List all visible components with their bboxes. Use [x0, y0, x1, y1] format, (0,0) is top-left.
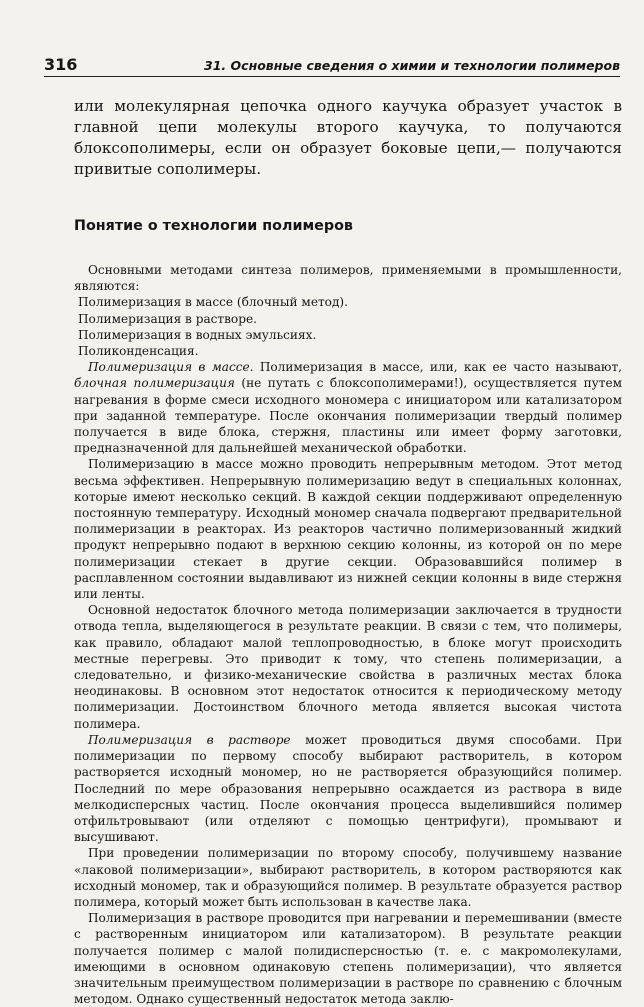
paragraph-text: Полимеризация в массе, или, как ее часто называют,	[253, 360, 622, 375]
method-item: Поликонденсация.	[78, 344, 199, 359]
paragraph-text: (не путать с блоксополимерами!), осуществляется путем нагревания в форме смеси исходного мономера с инициатором или катализатором при заданной температуре. После окончания полимеризации твердый полимер получается в виде блока, стержня, пластины или имеет форму заготовки, предназначенной для дальнейшей механической обработки.	[74, 376, 623, 456]
term: блочная полимеризация	[74, 376, 235, 391]
paragraph-drawback: Основной недостаток блочного метода полимеризации заключается в трудности отвода тепла, выделяющегося в результате реакции. В связи с тем, что полимеры, как правило, обладают малой теплопроводностью, в блоке могут происходить местные перегревы. Это приводит к тому, что степень полимеризации, а следовательно, и физико-механические свойства в различных местах блока неодинаковы. В основном этот недостаток относится к периодическому методу полимеризации. Достоинством блочного метода является высокая чистота полимера.	[74, 603, 622, 731]
paragraph-heating: Полимеризация в растворе проводится при нагревании и перемешивании (вместе с растворенным инициатором или катализатором). В результате реакции получается полимер с малой полидисперсностью (т. е. с макромолекулами, имеющими в основном одинаковую степень полимеризации), что является значительным преимуществом полимеризации в растворе по сравнению с блочным методом. Однако существенный недостаток метода заклю-	[74, 911, 622, 1007]
paragraph-second-method: При проведении полимеризации по второму способу, получившему название «лаковой полимеризации», выбирают растворитель, в котором растворяются как исходный мономер, так и образующийся полимер. В результате образуется раствор полимера, который может быть использован в качестве лака.	[74, 846, 622, 909]
paragraph-solution-polymerization	[74, 732, 622, 845]
paragraph-text: может проводиться двумя способами. При полимеризации по первому способу выбирают растворитель, в котором растворяется исходный мономер, но не растворяется образующийся полимер. Последний по мере образования непрерывно осаждается из раствора в виде мелкодисперсных частиц. После окончания процесса выделившийся полимер отфильтровывают (или отделяют с помощью центрифуги), промывают и высушивают.	[74, 732, 622, 845]
section-heading: Понятие о технологии полимеров	[74, 218, 353, 234]
page-number: 316	[44, 55, 78, 74]
subsection-title: Полимеризация в растворе	[88, 732, 291, 747]
methods-intro: Основными методами синтеза полимеров, применяемыми в промышленности, являются:	[74, 263, 622, 294]
method-item: Полимеризация в массе (блочный метод).	[78, 295, 348, 310]
subsection-title: Полимеризация в массе.	[88, 360, 254, 375]
page-header	[44, 52, 620, 77]
intro-paragraph: или молекулярная цепочка одного каучука образует участок в главной цепи молекулы второго каучука, то получаются блоксополимеры, если он образует боковые цепи,— получаются привитые сополимеры.	[74, 97, 622, 178]
running-title: 31. Основные сведения о химии и технологии полимеров	[204, 58, 620, 73]
paragraph-continuous-method: Полимеризацию в массе можно проводить непрерывным методом. Этот метод весьма эффективен. Непрерывную полимеризацию ведут в специальных колоннах, которые имеют несколько секций. В каждой секции поддерживают определенную постоянную температуру. Исходный мономер сначала подвергают предварительной полимеризации в реакторах. Из реакторов частично полимеризованный жидкий продукт непрерывно подают в верхнюю секцию колонны, из которой он по мере полимеризации стекает в другие секции. Образовавшийся полимер в расплавленном состоянии выдавливают из нижней секции колонны в виде стержня или ленты.	[74, 457, 622, 602]
method-item: Полимеризация в водных эмульсиях.	[78, 327, 317, 342]
body-text	[74, 262, 622, 1007]
method-item: Полимеризация в растворе.	[78, 311, 257, 326]
paragraph-mass-polymerization	[74, 359, 622, 456]
